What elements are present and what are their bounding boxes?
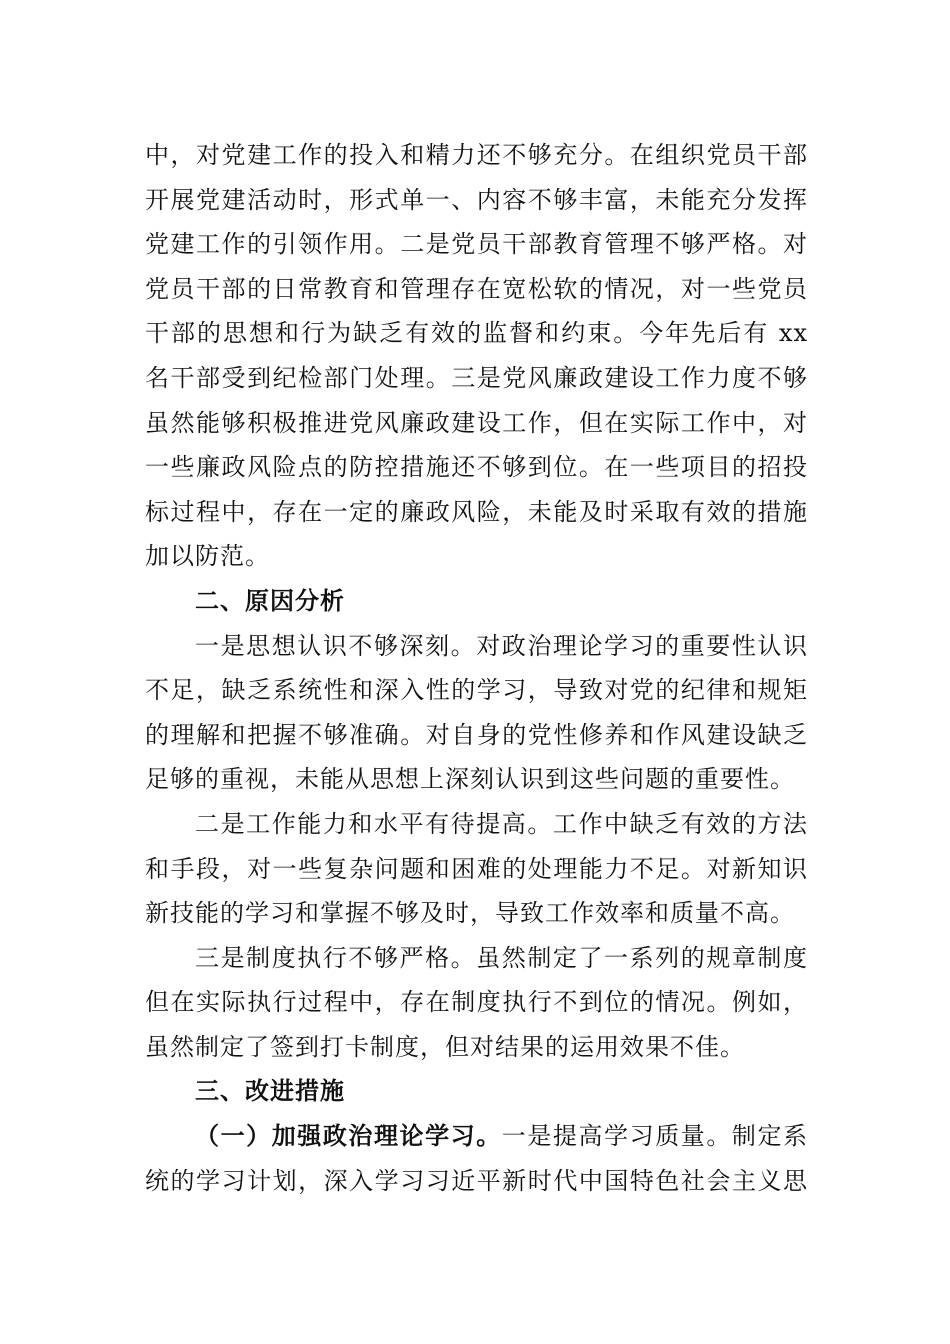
section-heading: 二、原因分析 bbox=[195, 586, 345, 615]
paragraph-line: 一是思想认识不够深刻。对政治理论学习的重要性认识 bbox=[195, 631, 808, 660]
paragraph-line: 虽然制定了签到打卡制度，但对结果的运用效果不佳。 bbox=[145, 1032, 745, 1061]
paragraph-line: 的理解和把握不够准确。对自身的党性修养和作风建设缺乏 bbox=[145, 720, 808, 749]
paragraph-text: 一是提高学习质量。制定系 bbox=[501, 1122, 809, 1151]
paragraph-line: 新技能的学习和掌握不够及时，导致工作效率和质量不高。 bbox=[145, 899, 795, 928]
section-heading: 三、改进措施 bbox=[195, 1077, 345, 1106]
document-body bbox=[145, 140, 808, 1210]
paragraph-line: 名干部受到纪检部门处理。三是党风廉政建设工作力度不够 bbox=[145, 363, 808, 392]
paragraph-line bbox=[145, 1121, 808, 1166]
paragraph-line: 虽然能够积极推进党风廉政建设工作，但在实际工作中，对 bbox=[145, 408, 808, 437]
paragraph-line: 二是工作能力和水平有待提高。工作中缺乏有效的方法 bbox=[195, 809, 808, 838]
paragraph-line: 党建工作的引领作用。二是党员干部教育管理不够严格。对 bbox=[145, 230, 808, 259]
paragraph-line: 足够的重视，未能从思想上深刻认识到这些问题的重要性。 bbox=[145, 765, 795, 794]
paragraph-line: 和手段，对一些复杂问题和困难的处理能力不足。对新知识 bbox=[145, 854, 808, 883]
paragraph-line: 中，对党建工作的投入和精力还不够充分。在组织党员干部 bbox=[145, 141, 808, 169]
paragraph-lead: （一）加强政治理论学习。 bbox=[195, 1121, 502, 1151]
paragraph-line: 但在实际执行过程中，存在制度执行不到位的情况。例如， bbox=[145, 988, 808, 1017]
paragraph-line: 三是制度执行不够严格。虽然制定了一系列的规章制度 bbox=[195, 943, 808, 972]
paragraph-line: 一些廉政风险点的防控措施还不够到位。在一些项目的招投 bbox=[145, 453, 808, 482]
paragraph-line: 党员干部的日常教育和管理存在宽松软的情况，对一些党员 bbox=[145, 274, 808, 303]
paragraph-line: 开展党建活动时，形式单一、内容不够丰富，未能充分发挥 bbox=[145, 185, 808, 214]
paragraph-line: 干部的思想和行为缺乏有效的监督和约束。今年先后有 xx bbox=[145, 319, 808, 348]
paragraph-line: 不足，缺乏系统性和深入性的学习，导致对党的纪律和规矩 bbox=[145, 676, 808, 705]
paragraph-line: 统的学习计划，深入学习习近平新时代中国特色社会主义思 bbox=[145, 1166, 808, 1195]
paragraph-line: 加以防范。 bbox=[145, 542, 270, 571]
paragraph-line: 标过程中，存在一定的廉政风险，未能及时采取有效的措施 bbox=[145, 497, 808, 526]
